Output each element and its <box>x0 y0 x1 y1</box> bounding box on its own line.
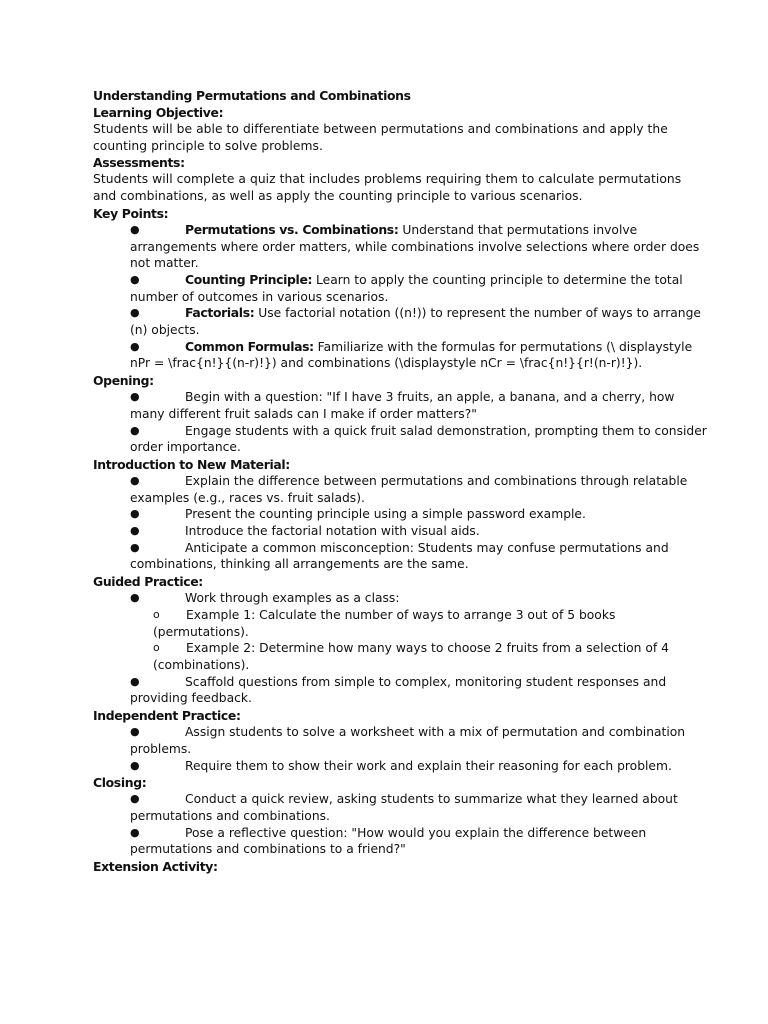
closing-item <box>130 791 710 824</box>
introduction-item <box>130 523 710 540</box>
independent-practice-item-text: Assign students to solve a worksheet with a mix of permutation and combination problems. <box>130 725 686 756</box>
guided-practice-item-text: Scaffold questions from simple to complex, monitoring student responses and providing feedback. <box>130 674 667 706</box>
assessments-heading: Assessments: <box>93 155 185 171</box>
key-point-term: Permutations vs. Combinations: <box>185 221 399 237</box>
guided-practice-item <box>130 590 710 607</box>
learning-objective-heading: Learning Objective: <box>93 105 224 120</box>
key-point-text: Understand that permutations involve arrangements where order matters, while combinations involve selections where order does not matter. <box>130 222 700 271</box>
learning-objective-text: Students will be able to differentiate between permutations and combinations and apply the counting principle to solve problems. <box>93 122 668 153</box>
guided-practice-subitem-text: Example 2: Determine how many ways to choose 2 fruits from a selection of 4 (combinations). <box>153 641 669 672</box>
key-point-term: Common Formulas: <box>185 338 314 354</box>
independent-practice-item <box>130 724 710 757</box>
independent-practice-heading: Independent Practice: <box>93 708 241 724</box>
bullet-marker: ● <box>130 423 140 437</box>
key-point-item <box>130 339 710 372</box>
bullet-marker: ● <box>130 339 140 353</box>
key-point-text: Use factorial notation ((n!)) to represent the number of ways to arrange (n) objects. <box>130 306 701 338</box>
opening-item <box>130 423 710 456</box>
closing-item-text: Conduct a quick review, asking students to summarize what they learned about permutations and combinations. <box>130 792 678 823</box>
guided-practice-item <box>130 674 710 707</box>
introduction-item <box>130 540 710 573</box>
bullet-marker: ● <box>130 725 140 739</box>
opening-heading: Opening: <box>93 373 154 389</box>
key-point-text: Familiarize with the formulas for permutations (\ displaystyle nPr = \frac{n!}{(n-r)!}) and combinations (\displaystyle nCr = \frac{n!}{r!(n-r)!}). <box>130 339 693 371</box>
introduction-item <box>130 506 710 523</box>
bullet-marker: ● <box>130 222 140 236</box>
introduction-item <box>130 473 710 506</box>
key-point-item <box>130 222 710 272</box>
bullet-marker: ● <box>130 306 140 320</box>
opening-item-text: Engage students with a quick fruit salad demonstration, prompting them to consider order importance. <box>130 423 707 455</box>
bullet-marker: ● <box>130 825 140 839</box>
introduction-item-text: Explain the difference between permutations and combinations through relatable examples (e.g., races vs. fruit salads). <box>130 473 688 505</box>
guided-practice-subitem-text: Example 1: Calculate the number of ways to arrange 3 out of 5 books (permutations). <box>153 607 616 639</box>
bullet-marker: ● <box>130 540 140 554</box>
bullet-marker: ● <box>130 674 140 688</box>
key-point-term: Counting Principle: <box>185 271 313 287</box>
guided-practice-subitem <box>153 640 673 673</box>
extension-activity-heading: Extension Activity: <box>93 859 218 875</box>
closing-item <box>130 825 710 858</box>
bullet-marker: ● <box>130 524 140 538</box>
document-title: Understanding Permutations and Combinations <box>93 88 411 103</box>
independent-practice-item <box>130 758 710 775</box>
guided-practice-subitem <box>153 607 673 640</box>
bullet-marker: ● <box>130 758 140 772</box>
introduction-item-text: Introduce the factorial notation with visual aids. <box>185 524 480 539</box>
guided-practice-heading: Guided Practice: <box>93 574 203 590</box>
bullet-marker: ● <box>130 272 140 286</box>
key-points-heading: Key Points: <box>93 205 169 221</box>
opening-item <box>130 389 710 422</box>
bullet-marker: ● <box>130 473 140 487</box>
bullet-marker: ● <box>130 390 140 404</box>
closing-item-text: Pose a reflective question: "How would you explain the difference between permutations and combinations to a friend?" <box>130 825 647 857</box>
introduction-item-text: Present the counting principle using a simple password example. <box>185 507 586 522</box>
independent-practice-item-text: Require them to show their work and explain their reasoning for each problem. <box>185 758 672 773</box>
bullet-marker: ● <box>130 507 140 521</box>
key-point-term: Factorials: <box>185 305 255 321</box>
sub-bullet-marker: o <box>153 607 160 621</box>
key-point-text: Learn to apply the counting principle to determine the total number of outcomes in various scenarios. <box>130 272 683 304</box>
bullet-marker: ● <box>130 591 140 605</box>
key-point-item <box>130 305 710 338</box>
document-page <box>93 87 707 875</box>
bullet-marker: ● <box>130 792 140 806</box>
introduction-item-text: Anticipate a common misconception: Students may confuse permutations and combinations, thinking all arrangements are the same. <box>130 540 669 572</box>
opening-item-text: Begin with a question: "If I have 3 fruits, an apple, a banana, and a cherry, how many different fruit salads can I make if order matters?" <box>130 390 675 421</box>
introduction-heading: Introduction to New Material: <box>93 456 290 472</box>
sub-bullet-marker: o <box>153 641 160 655</box>
guided-practice-item-text: Work through examples as a class: <box>185 591 400 606</box>
assessments-text: Students will complete a quiz that includes problems requiring them to calculate permutations and combinations, as well as apply the counting principle to various scenarios. <box>93 172 682 204</box>
key-point-item <box>130 272 710 305</box>
closing-heading: Closing: <box>93 775 147 791</box>
